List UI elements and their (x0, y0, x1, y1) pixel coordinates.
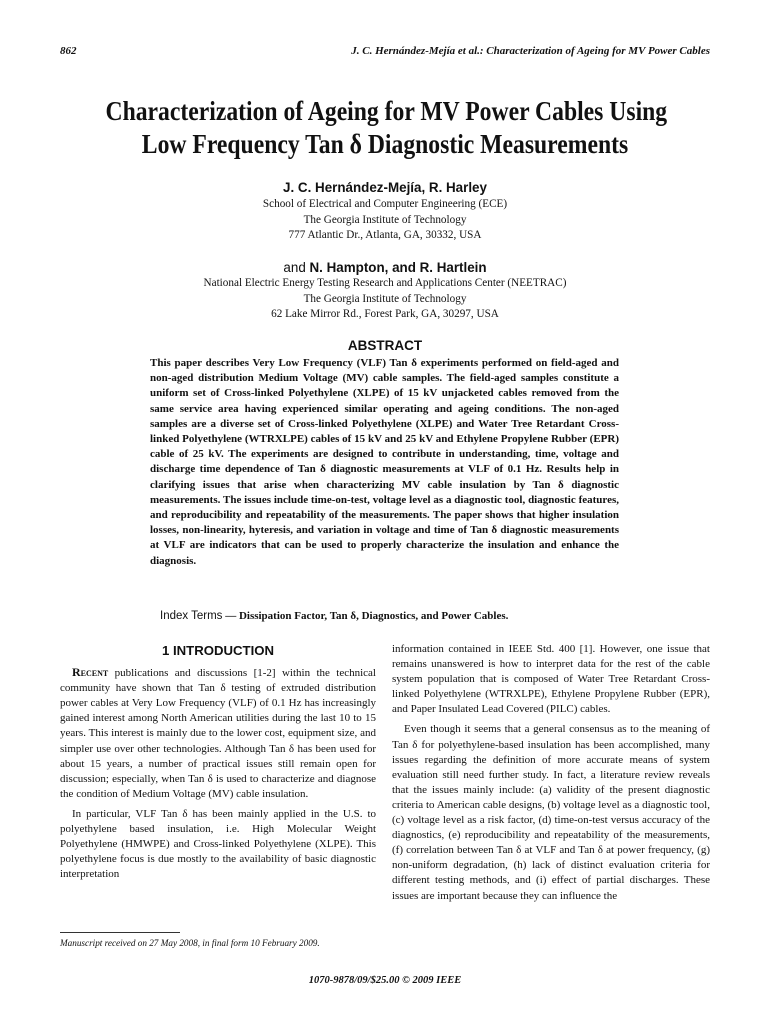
paper-title (105, 94, 668, 160)
footnote-rule (60, 932, 180, 933)
index-terms (160, 610, 630, 622)
author-names-2 (60, 260, 710, 275)
intro-paragraph-1 (60, 665, 376, 802)
affiliation-1 (60, 197, 710, 244)
section-heading: 1 INTRODUCTION (161, 643, 275, 658)
affiliation-2 (60, 276, 710, 323)
manuscript-footnote: Manuscript received on 27 May 2008, in final form 10 February 2009. (60, 938, 320, 948)
affiliation-2-line: The Georgia Institute of Technology (303, 292, 467, 305)
index-terms-list: — Dissipation Factor, Tan δ, Diagnostics, and Power Cables. (222, 610, 509, 622)
running-title: J. C. Hernández-Mejía et al.: Characterization of Ageing for MV Power Cables (351, 45, 710, 57)
abstract-heading: ABSTRACT (347, 338, 423, 353)
author-names-2-text: N. Hampton, and R. Hartlein (309, 260, 487, 275)
left-column (60, 642, 376, 887)
page-number: 862 (60, 45, 77, 57)
affiliation-2-line: National Electric Energy Testing Research and Applications Center (NEETRAC) (203, 277, 567, 289)
right-column (392, 642, 710, 909)
running-header (60, 45, 710, 59)
abstract-text: This paper describes Very Low Frequency (VLF) Tan δ experiments performed on field-aged and non-aged distribution Medium Voltage (MV) cable samples. The field-aged samples constitute a uniform set of Cross-linked Polyethylene (XLPE) of 15 kV unjacketed cables removed from the same service area having experienced similar operating and ageing conditions. The non-aged samples are a diverse set of Cross-linked Polyethylene (XLPE) and Water Tree Retardant Cross-linked Polyethylene (WTRXLPE) cables of 15 kV and 25 kV and Ethylene Propylene Rubber (EPR) cable of 25 kV. The experiments are designed to contribute in understanding, time, voltage and discharge time dependence of Tan δ diagnostic measurements at VLF of 0.1 Hz. Results help in clarifying issues that arise when characterizing MV cable insulation by Tan δ diagnostic measurements. The issues include time-on-test, voltage level as a diagnostic tool, diagnostic features, and reproducibility and repeatability of the measurements. The paper shows that higher insulation losses, non-linearity, hyteresis, and variation in voltage and time of Tan δ diagnostic measurements at VLF are indicators that can be used to properly characterize the insulation and enhance the diagnosis. (150, 357, 619, 567)
index-terms-label: Index Terms (160, 610, 223, 622)
and-word: and (283, 260, 306, 275)
intro-paragraph-4: Even though it seems that a general consensus as to the meaning of Tan δ for polyethylene-based insulation has been accomplished, many issues regarding the definition of more accurate means of system evaluation still need further study. In fact, a literature review reveals that the issues mainly include: (a) validity of the present diagnostic criteria to American cable designs, (b) voltage level as a diagnostic tool, (c) voltage level as a risk factor, (d) time-on-test versus accuracy of the diagnostics, (e) reproducibility and repeatability of the measurements, (f) correlation between Tan δ at VLF and Tan δ at power frequency, (g) non-uniform degradation, (h) lack of distinct evaluation criteria for different testing methods, and (i) effect of partial discharges. These issues are important because they can influence the (392, 723, 710, 902)
copyright-line: 1070-9878/09/$25.00 © 2009 IEEE (308, 975, 462, 986)
intro-paragraph-3: information contained in IEEE Std. 400 [1]. However, one issue that remains unanswered is how to interpret data for the rest of the cable system population that is composed of Water Tree Retardant Cross-linked Polyethylene (WTRXLPE), Ethylene Propylene Rubber (EPR), and Paper Insulated Lead Covered (PILC) cables. (392, 643, 710, 716)
title-line-2: Low Frequency Tan δ Diagnostic Measurements (141, 128, 629, 159)
affiliation-1-line: 777 Atlantic Dr., Atlanta, GA, 30332, USA (288, 229, 482, 241)
author-names-1: J. C. Hernández-Mejía, R. Harley (283, 180, 487, 195)
affiliation-1-line: School of Electrical and Computer Engineering (ECE) (262, 198, 508, 210)
drop-cap-word: Recent (72, 665, 109, 680)
intro-paragraph-2: In particular, VLF Tan δ has been mainly applied in the U.S. to polyethylene based insulation, i.e. High Molecular Weight Polyethylene (HMWPE) and Cross-linked Polyethylene (XLPE). This polyethylene focus is due mostly to the availability of basic diagnostic interpretation (60, 807, 376, 881)
affiliation-1-line: The Georgia Institute of Technology (303, 213, 467, 226)
intro-paragraph-1-text: publications and discussions [1-2] within the technical community have shown that Tan δ testing of extruded distribution power cables at Very Low Frequency (VLF) of 0.1 Hz has increasingly gained interest among North American utilities during the last 10 to 15 years. This interest is mainly due to the lower cost, equipment size, and simpler use over other technologies. Although Tan δ has been used for about 15 years, a number of practical issues still remain open for discussion; especially, when Tan δ is used to characterize and diagnose the condition of Medium Voltage (MV) cable insulation. (60, 667, 376, 800)
affiliation-2-line: 62 Lake Mirror Rd., Forest Park, GA, 30297, USA (271, 308, 499, 320)
title-line-1: Characterization of Ageing for MV Power Cables Using (105, 95, 668, 126)
